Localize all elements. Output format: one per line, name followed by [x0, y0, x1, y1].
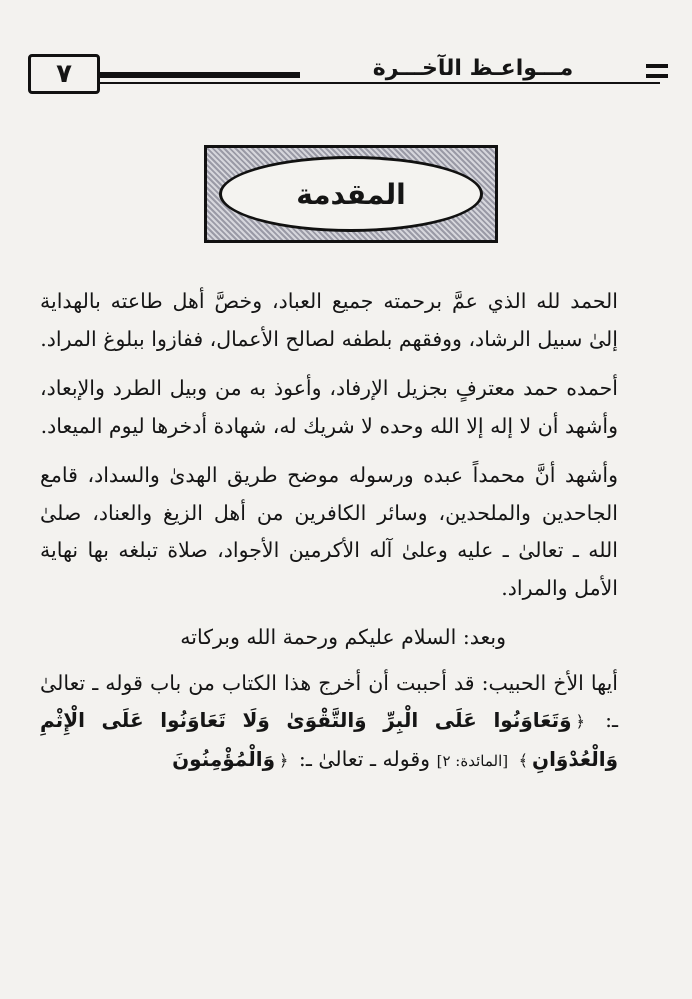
connector-text: وقوله ـ تعالىٰ ـ:	[298, 746, 431, 771]
running-title: مـــواعـظ الآخـــرة	[372, 56, 574, 81]
quran-bracket-close: ﴾	[518, 750, 528, 770]
paragraph-4	[40, 665, 656, 781]
chapter-title: المقدمة	[219, 156, 483, 232]
quran-verse-1: وَتَعَاوَنُوا عَلَى الْبِرِّ وَالتَّقْوَىٰ وَلَا تَعَاوَنُوا عَلَى الْإِثْمِ وَالْعُدْوَانِ	[40, 708, 618, 771]
page-number: ٧	[28, 54, 100, 94]
header-rule-thick	[100, 72, 300, 78]
intro-text: أيها الأخ الحبيب: قد أحببت أن أخرج هذا الكتاب من باب قوله ـ تعالىٰ ـ:	[40, 670, 618, 732]
paragraph-3: وأشهد أنَّ محمداً عبده ورسوله موضح طريق الهدىٰ والسداد، قامع الجاحدين والملحدين، وسائر الكافرين من أهل الزيغ والعناد، صلىٰ الله ـ تعالىٰ ـ عليه وعلىٰ آله الأكرمين الأجواد، صلاة تبلغه بها نهاية الأمل والمراد.	[40, 463, 618, 600]
salutation: وبعد: السلام عليكم ورحمة الله وبركاته	[180, 625, 506, 649]
verse-reference: [المائدة: ٢]	[436, 751, 509, 770]
quran-bracket-open: ﴿	[575, 712, 585, 731]
header-ornament	[646, 64, 668, 78]
quran-verse-2: وَالْمُؤْمِنُونَ	[172, 746, 275, 771]
page-header	[28, 54, 668, 98]
chapter-title-frame	[204, 145, 498, 243]
paragraph-1: الحمد لله الذي عمَّ برحمته جميع العباد، وخصَّ أهل طاعته بالهداية إلىٰ سبيل الرشاد، ووفقهم بلطفه لصالح الأعمال، ففازوا ببلوغ المراد.	[40, 289, 618, 351]
body-text	[40, 283, 656, 792]
quran-bracket-open-2: ﴿	[279, 750, 289, 770]
paragraph-2: أحمده حمد معترفٍ بجزيل الإرفاد، وأعوذ به من وبيل الطرد والإبعاد، وأشهد أن لا إله إلا الله وحده لا شريك له، شهادة أدخرها ليوم الميعاد.	[40, 376, 618, 438]
